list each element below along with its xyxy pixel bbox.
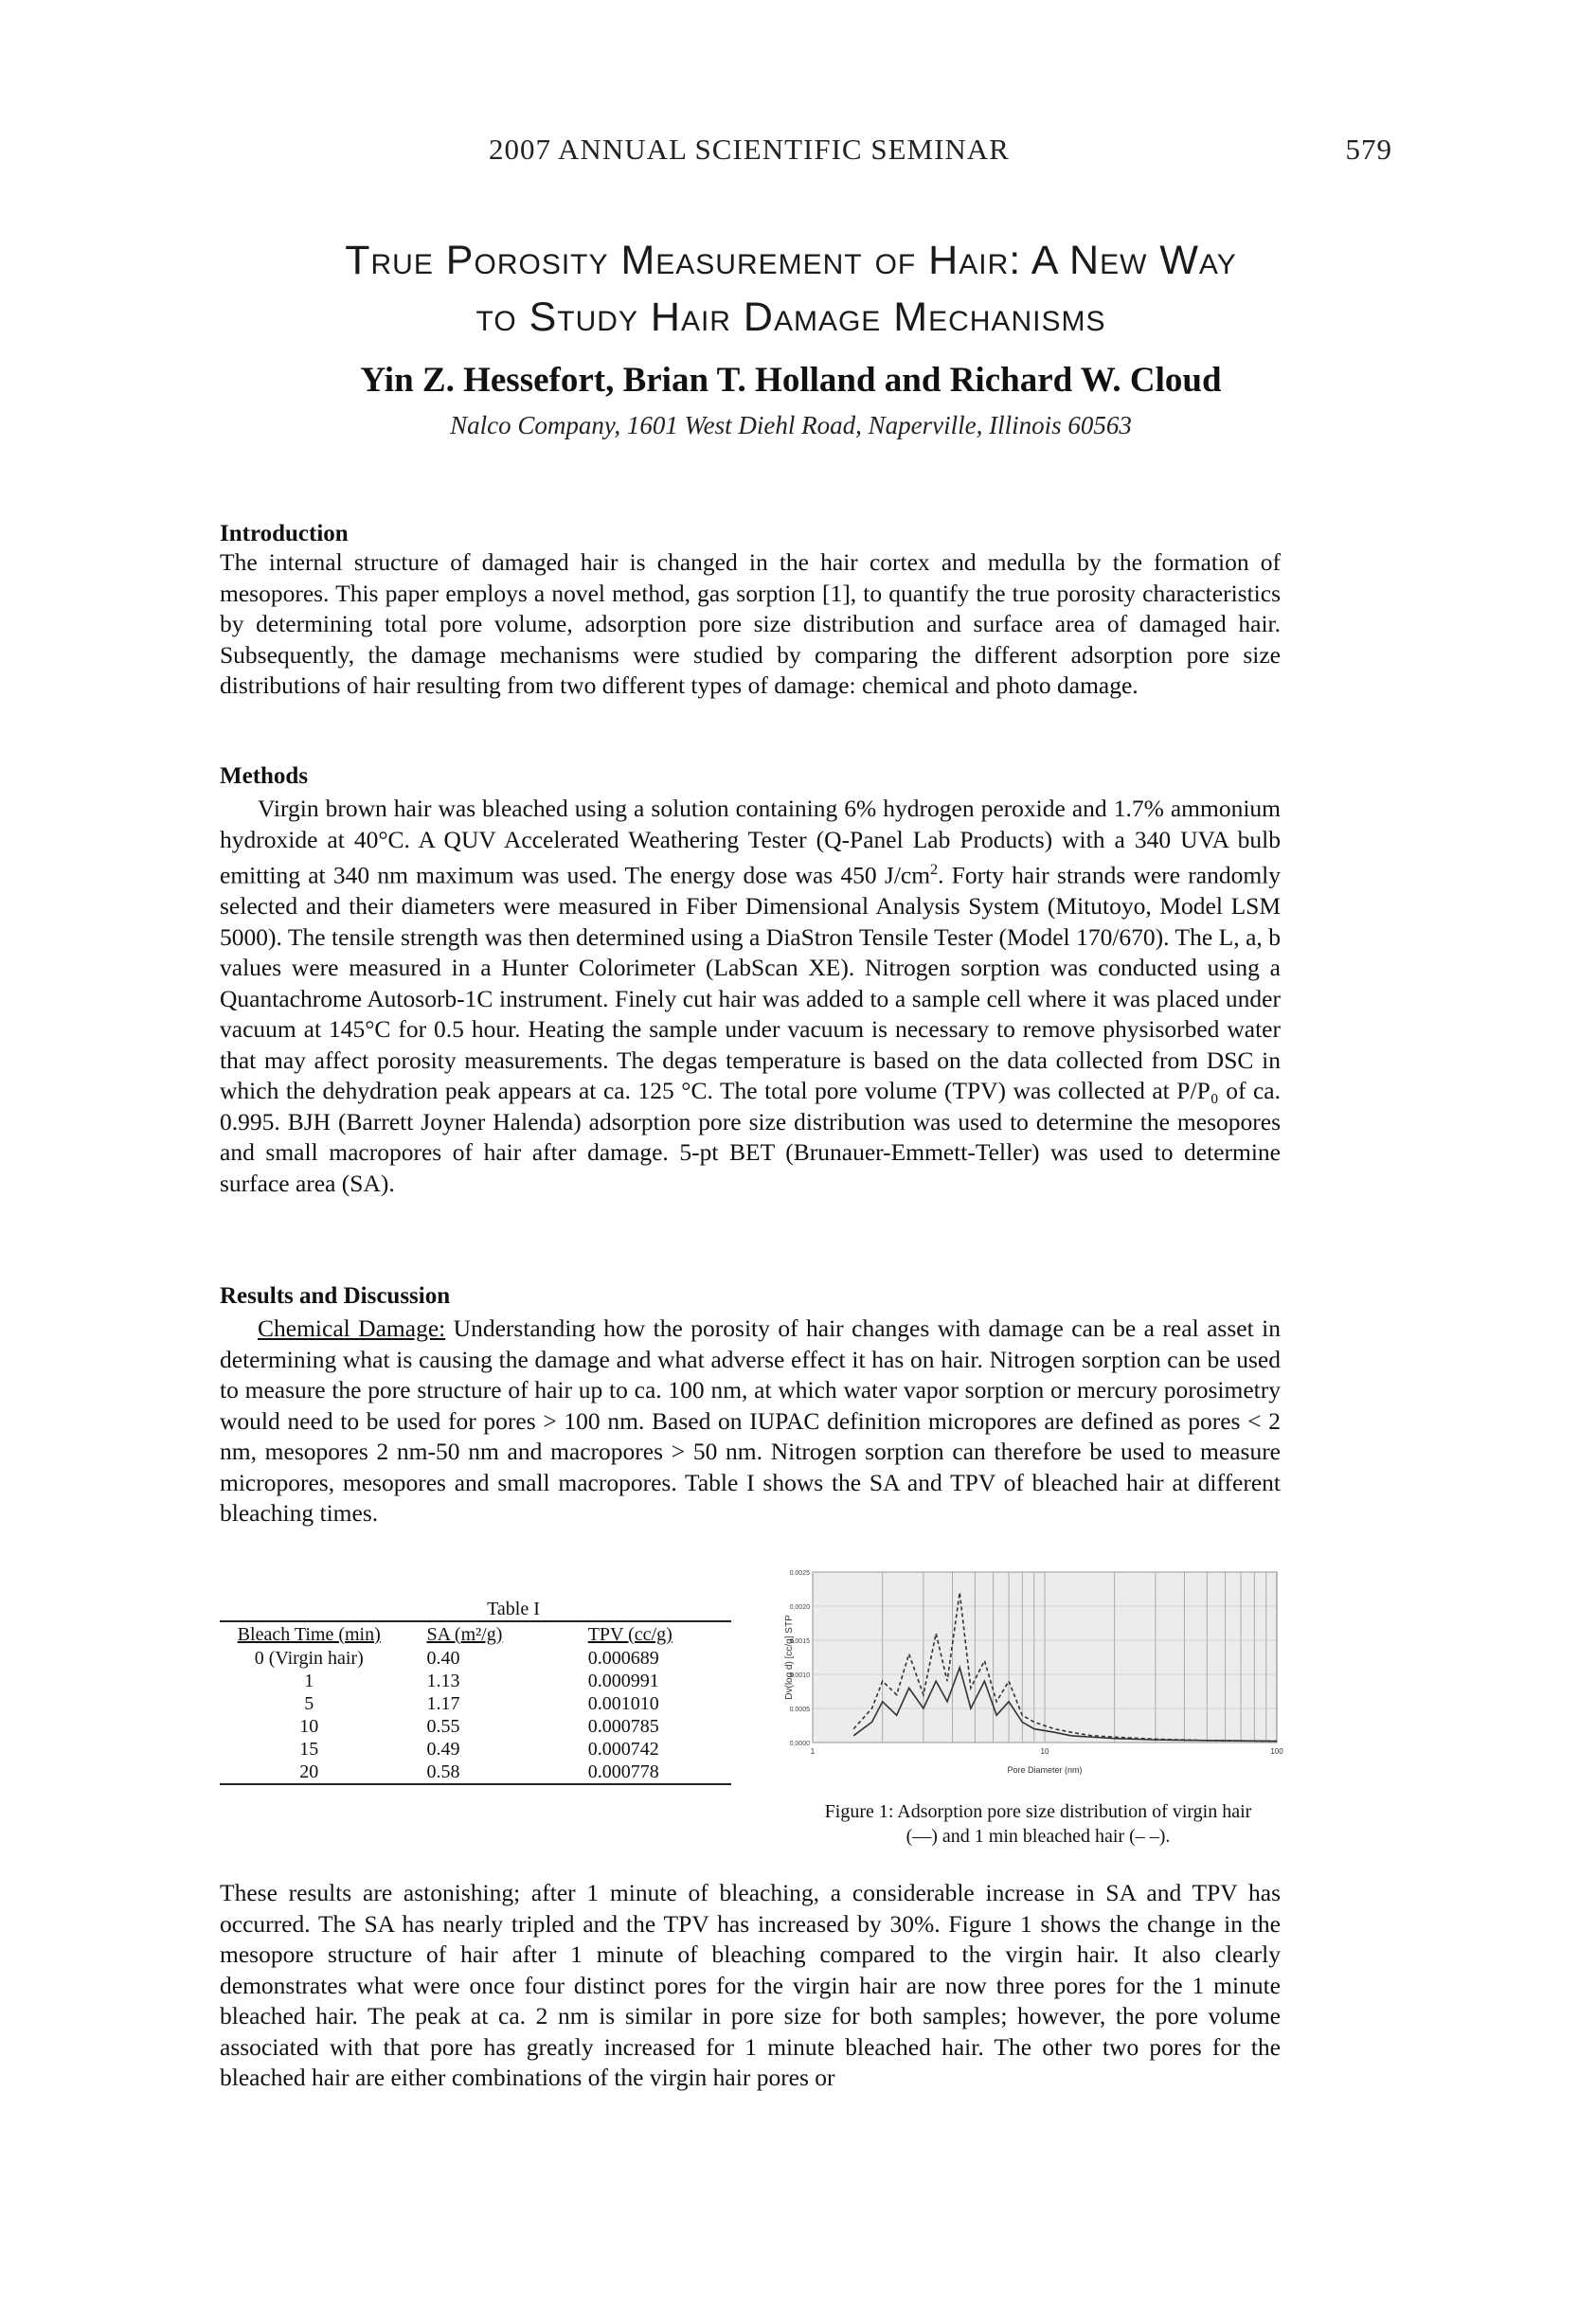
running-title: 2007 ANNUAL SCIENTIFIC SEMINAR bbox=[489, 133, 1010, 166]
methods-text-b: . Forty hair strands were randomly selected and their diameters were measured in Fiber Dimensional Analysis System (Mitutoyo, Model LSM 5000). The tensile strength was then determined using a DiaStron Tensile Tester (Model 170/670). The L, a, b values were measured in a Hunter Colorimeter (LabScan XE). Nitrogen sorption was conducted using a Quantachrome Autosorb-1C instrument. Finely cut hair was added to a sample cell where it was placed under vacuum at 145°C for 0.5 hour. Heating the sample under vacuum is necessary to remove physisorbed water that may affect porosity measurements. The degas temperature is based on the data collected from DSC in which the dehydration peak appears at ca. 125 °C. The total pore volume (TPV) was collected at P/P₀ of ca. 0.995. BJH (Barrett Joyner Halenda) adsorption pore size distribution was used to determine the mesopores and small macropores of hair after damage. 5-pt BET (Brunauer-Emmett-Teller) was used to determine surface area (SA). bbox=[220, 861, 1281, 1197]
methods-heading: Methods bbox=[220, 763, 309, 789]
table-cell: 0.49 bbox=[426, 1739, 460, 1760]
table-cell: 5 bbox=[304, 1693, 314, 1714]
figure-caption-line: Figure 1: Adsorption pore size distribution of virgin hair bbox=[824, 1801, 1252, 1822]
table-1 bbox=[220, 1599, 731, 1785]
data-table bbox=[220, 1620, 731, 1785]
title-line: True Porosity Measurement of Hair: A New Way bbox=[345, 238, 1237, 283]
table-cell: 0.58 bbox=[426, 1761, 460, 1782]
table-row bbox=[220, 1715, 731, 1738]
table-cell: 20 bbox=[299, 1761, 319, 1782]
table-row bbox=[220, 1670, 731, 1692]
table-cell: 0.000785 bbox=[587, 1716, 659, 1737]
introduction-heading: Introduction bbox=[220, 521, 349, 546]
results-text-body: Understanding how the porosity of hair changes with damage can be a real asset in determining what is causing the damage and what adverse effect it has on hair. Nitrogen sorption can be used to measure the pore structure of hair up to ca. 100 nm, at which water vapor sorption or mercury porosimetry would need to be used for pores > 100 nm. Based on IUPAC definition micropores are defined as pores < 2 nm, mesopores 2 nm-50 nm and macropores > 50 nm. Nitrogen sorption can therefore be used to measure micropores, mesopores and small macropores. Table I shows the SA and TPV of bleached hair at different bleaching times. bbox=[220, 1314, 1281, 1527]
running-header bbox=[189, 133, 1392, 170]
table-cell: 0.40 bbox=[426, 1648, 460, 1669]
table-cell: 0 (Virgin hair) bbox=[254, 1648, 364, 1669]
results-text bbox=[220, 1314, 1281, 1529]
table-cell: 0.000689 bbox=[587, 1648, 659, 1669]
table-cell: 0.000742 bbox=[587, 1739, 659, 1760]
affiliation: Nalco Company, 1601 West Diehl Road, Naperville, Illinois 60563 bbox=[450, 411, 1132, 439]
grid bbox=[813, 1572, 1277, 1743]
table-cell: 1 bbox=[304, 1671, 314, 1691]
table-cell: 1.13 bbox=[426, 1671, 460, 1691]
superscript: 2 bbox=[930, 862, 939, 878]
table-cell: 0.000991 bbox=[587, 1671, 659, 1691]
table-row bbox=[220, 1692, 731, 1715]
y-tick-label: 0.0010 bbox=[789, 1672, 810, 1679]
x-axis-ticks bbox=[811, 1747, 1283, 1756]
table-header-cell: Bleach Time (min) bbox=[237, 1624, 381, 1645]
table-header-cell: SA (m²/g) bbox=[426, 1624, 503, 1645]
table-cell: 0.001010 bbox=[587, 1693, 659, 1714]
y-tick-label: 0.0000 bbox=[789, 1741, 810, 1747]
results-text-continued: These results are astonishing; after 1 minute of bleaching, a considerable increase in SA and TPV has occurred. The SA has nearly tripled and the TPV has increased by 30%. Figure 1 shows the change in the mesopore structure of hair after 1 minute of bleaching compared to the virgin hair. It also clearly demonstrates what were once four distinct pores for the virgin hair are now three pores for the 1 minute bleached hair. The peak at ca. 2 nm is similar in pore size for both samples; however, the pore volume associated with that pore has greatly increased for 1 minute bleached hair. The other two pores for the bleached hair are either combinations of the virgin hair pores or bbox=[220, 1879, 1281, 2091]
paper-title bbox=[114, 232, 1468, 346]
table-header-row bbox=[220, 1621, 731, 1647]
figure-caption-line: (—) and 1 min bleached hair (– –). bbox=[906, 1826, 1171, 1847]
methods-text-a: Virgin brown hair was bleached using a solution containing 6% hydrogen peroxide and 1.7% ammonium hydroxide at 40°C. A QUV Accelerated Weathering Tester (Q-Panel Lab Products) with a 340 UVA bulb emitting at 340 nm maximum was used. The energy dose was 450 J/cm bbox=[220, 795, 1281, 889]
table-row bbox=[220, 1647, 731, 1670]
table-header-cell: TPV (cc/g) bbox=[587, 1624, 672, 1645]
results-heading: Results and Discussion bbox=[220, 1283, 451, 1309]
methods-text bbox=[220, 794, 1281, 1199]
y-axis-label: Dv(log d) [cc/g] STP bbox=[784, 1615, 795, 1700]
introduction-text: The internal structure of damaged hair is changed in the hair cortex and medulla by the formation of mesopores. This paper employs a novel method, gas sorption [1], to quantify the true porosity characteristics by determining total pore volume, adsorption pore size distribution and surface area of damaged hair. Subsequently, the damage mechanisms were studied by comparing the different adsorption pore size distributions of hair resulting from two different types of damage: chemical and photo damage. bbox=[220, 548, 1281, 699]
table-cell: 15 bbox=[299, 1739, 319, 1760]
x-tick-label: 1 bbox=[810, 1747, 816, 1756]
table-row bbox=[220, 1738, 731, 1761]
x-axis-label: Pore Diameter (nm) bbox=[1007, 1765, 1083, 1775]
table-cell: 0.55 bbox=[426, 1716, 460, 1737]
y-tick-label: 0.0020 bbox=[789, 1604, 810, 1611]
x-tick-label: 10 bbox=[1040, 1747, 1049, 1756]
title-line: to Study Hair Damage Mechanisms bbox=[475, 295, 1106, 340]
table-row bbox=[220, 1761, 731, 1784]
page-number: 579 bbox=[1345, 133, 1392, 166]
figure-caption bbox=[763, 1799, 1313, 1849]
table-caption: Table I bbox=[487, 1599, 540, 1619]
table-cell: 0.000778 bbox=[587, 1761, 659, 1782]
y-tick-label: 0.0015 bbox=[789, 1638, 810, 1645]
y-tick-label: 0.0025 bbox=[789, 1570, 810, 1577]
chemical-damage-subheading: Chemical Damage: bbox=[258, 1314, 446, 1342]
authors: Yin Z. Hessefort, Brian T. Holland and Richard W. Cloud bbox=[360, 361, 1222, 400]
x-tick-label: 100 bbox=[1270, 1747, 1283, 1756]
y-tick-label: 0.0005 bbox=[789, 1707, 810, 1713]
table-cell: 1.17 bbox=[426, 1693, 460, 1714]
table-cell: 10 bbox=[299, 1716, 319, 1737]
